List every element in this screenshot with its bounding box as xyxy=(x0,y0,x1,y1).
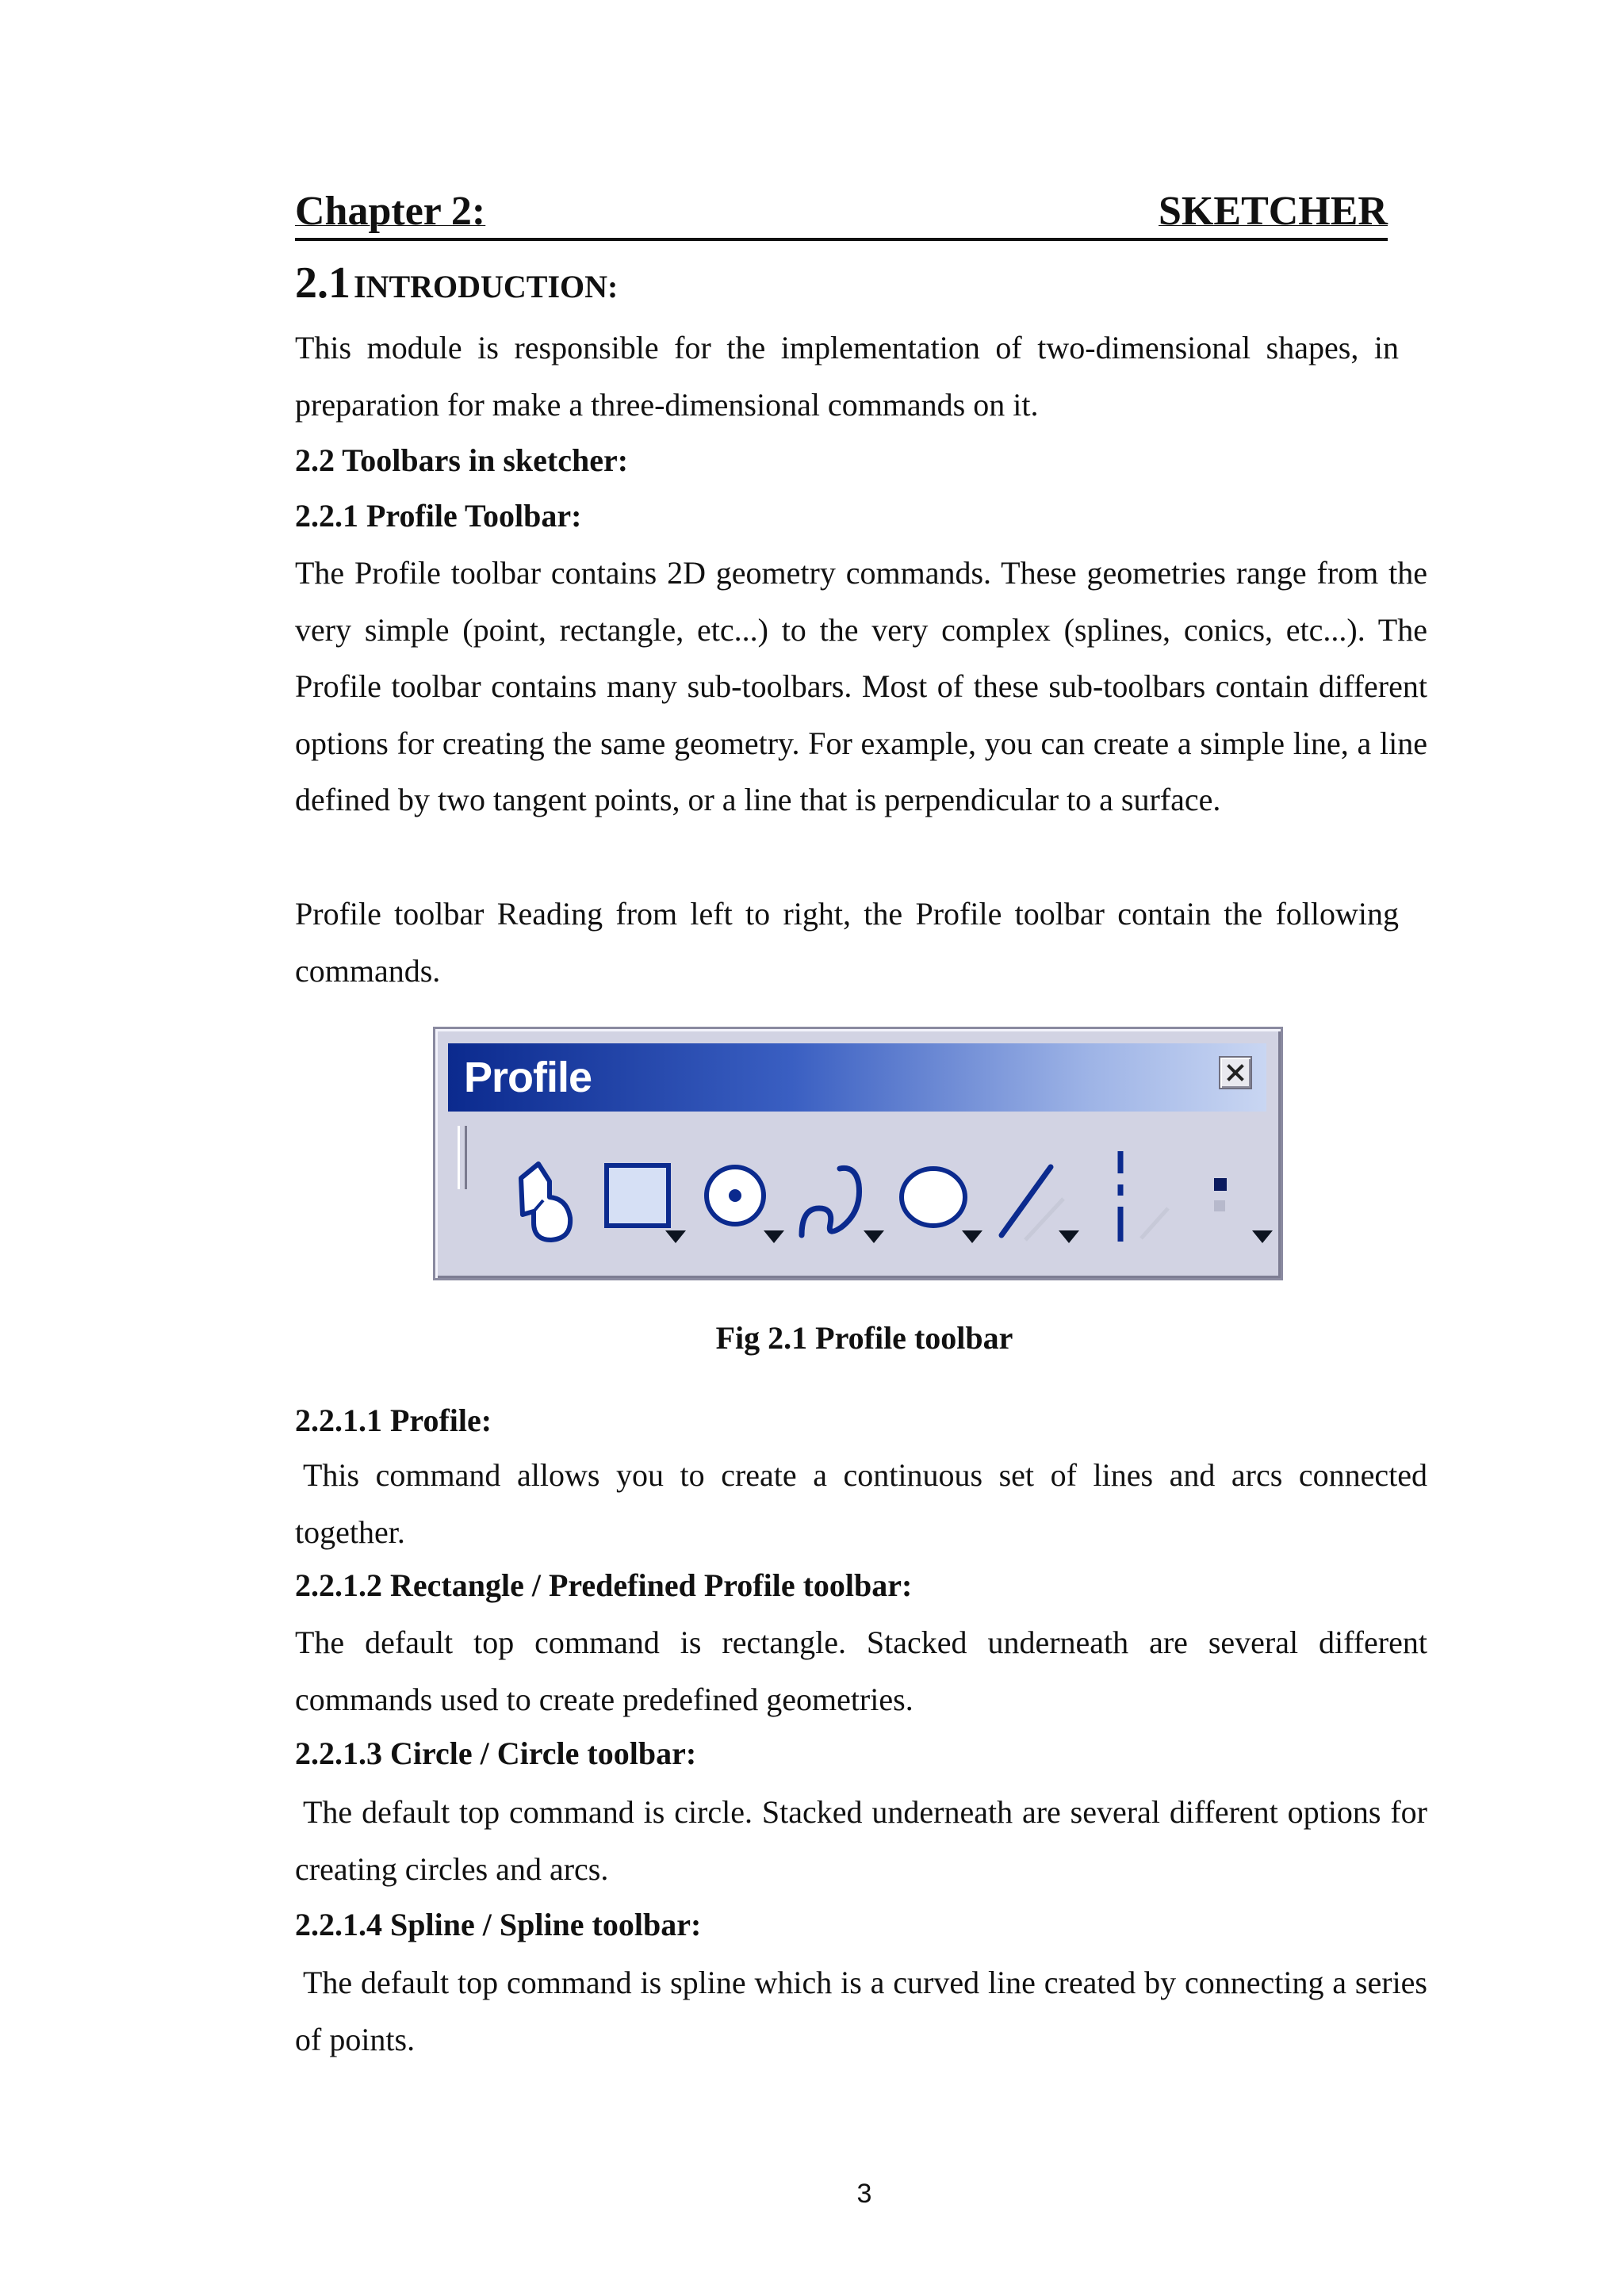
subsection-text-rectangle: The default top command is rectangle. Stacked underneath are several different commands used to create predefined geometries. xyxy=(295,1624,1427,1717)
spline-tool-button[interactable] xyxy=(792,1132,887,1251)
axis-tool-button[interactable] xyxy=(1086,1132,1181,1251)
toolbar-title: Profile xyxy=(464,1054,592,1101)
subsection-text-profile: This command allows you to create a continuous set of lines and arcs connected together. xyxy=(295,1457,1427,1550)
line-dropdown-arrow[interactable] xyxy=(1059,1230,1079,1243)
point-dropdown-arrow[interactable] xyxy=(1252,1230,1273,1243)
ellipse-tool-button[interactable] xyxy=(891,1132,986,1251)
chapter-label: Chapter 2: xyxy=(295,189,486,234)
chapter-header xyxy=(295,187,1388,241)
subsection-heading-rectangle: 2.2.1.2 Rectangle / Predefined Profile toolbar: xyxy=(295,1567,913,1603)
ellipse-dropdown-arrow[interactable] xyxy=(962,1230,982,1243)
profile-icon xyxy=(499,1132,594,1251)
figure-caption: Fig 2.1 Profile toolbar xyxy=(715,1320,1013,1356)
circle-tool-button[interactable] xyxy=(692,1132,787,1251)
axis-icon xyxy=(1086,1132,1181,1251)
close-button[interactable] xyxy=(1219,1056,1252,1089)
rectangle-tool-button[interactable] xyxy=(594,1132,689,1251)
close-icon xyxy=(1225,1062,1246,1083)
toolbar-title-bar xyxy=(448,1043,1266,1112)
subsection-heading-spline: 2.2.1.4 Spline / Spline toolbar: xyxy=(295,1907,702,1942)
section-heading-introduction xyxy=(295,255,618,322)
chapter-title: SKETCHER xyxy=(1159,189,1388,234)
profile-toolbar-paragraph: The Profile toolbar contains 2D geometry commands. These geometries range from the very simple (point, rectangle, etc...) to the very complex (splines, conics, etc...). The Profile toolbar contains many sub-toolbars. Most of these sub-toolbars contain different options for creating the same geometry. For example, you can create a simple line, a line defined by two tangent points, or a line that is perpendicular to a surface. xyxy=(295,555,1427,817)
subsection-heading-circle: 2.2.1.3 Circle / Circle toolbar: xyxy=(295,1735,697,1771)
rectangle-dropdown-arrow[interactable] xyxy=(665,1230,686,1243)
spline-dropdown-arrow[interactable] xyxy=(864,1230,884,1243)
subsection-text-circle: The default top command is circle. Stacked underneath are several different options for creating circles and arcs. xyxy=(295,1794,1427,1887)
line-tool-button[interactable] xyxy=(987,1132,1082,1251)
profile-tool-button[interactable] xyxy=(499,1132,594,1251)
profile-toolbar-heading: 2.2.1 Profile Toolbar: xyxy=(295,498,582,534)
profile-toolbar-reading-paragraph: Profile toolbar Reading from left to right, the Profile toolbar contain the following commands. xyxy=(295,896,1399,989)
circle-dropdown-arrow[interactable] xyxy=(764,1230,784,1243)
subsection-text-spline: The default top command is spline which is a curved line created by connecting a series of points. xyxy=(295,1965,1427,2057)
subsection-heading-profile: 2.2.1.1 Profile: xyxy=(295,1402,492,1438)
toolbars-heading: 2.2 Toolbars in sketcher: xyxy=(295,442,629,478)
section-title: INTRODUCTION: xyxy=(354,269,619,304)
section-number: 2.1 xyxy=(295,258,350,308)
intro-paragraph: This module is responsible for the implementation of two-dimensional shapes, in preparation for make a three-dimensional commands on it. xyxy=(295,330,1399,423)
point-tool-button[interactable] xyxy=(1181,1132,1276,1251)
profile-toolbar-figure xyxy=(433,1027,1283,1280)
toolbar-grip[interactable] xyxy=(458,1126,467,1189)
page-number: 3 xyxy=(856,2179,872,2209)
